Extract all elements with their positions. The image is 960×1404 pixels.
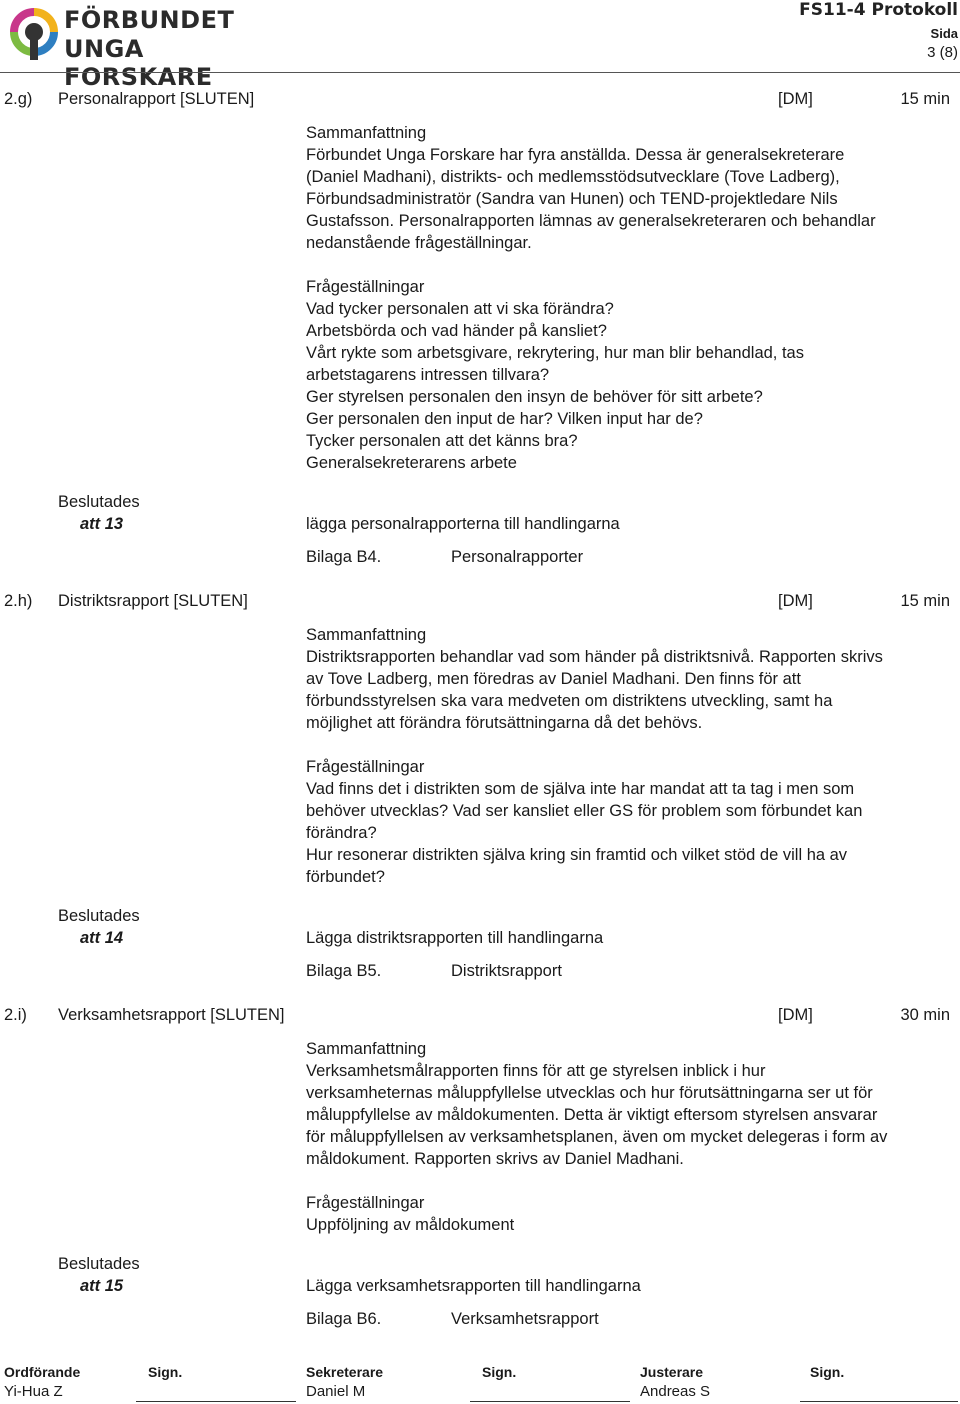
summary-heading: Sammanfattning bbox=[306, 124, 427, 142]
summary-heading: Sammanfattning bbox=[306, 1040, 427, 1058]
chair-name: Yi-Hua Z bbox=[4, 1383, 63, 1400]
section-heading bbox=[4, 592, 950, 614]
logo-emblem-icon bbox=[6, 4, 62, 64]
organization-logo bbox=[6, 4, 246, 91]
question-line: Generalsekreterarens arbete bbox=[306, 454, 517, 472]
decision-label: Beslutades bbox=[58, 1255, 140, 1273]
section-questions bbox=[306, 276, 951, 474]
decision-text: lägga personalrapporterna till handlingarna bbox=[306, 515, 620, 533]
summary-line: för måluppfyllelsen av verksamhetsplanen, även om mycket delegeras i form av bbox=[306, 1128, 888, 1146]
adjuster-signature-line bbox=[800, 1401, 958, 1402]
secretary-signature-line bbox=[470, 1401, 630, 1402]
adjuster-label: Justerare bbox=[640, 1364, 704, 1380]
secretary-name: Daniel M bbox=[306, 1383, 366, 1400]
question-line: arbetstagarens intressen tillvara? bbox=[306, 366, 550, 384]
summary-line: av Tove Ladberg, men föredras av Daniel Madhani. Den finns för att bbox=[306, 670, 801, 688]
summary-line: Verksamhetsmålrapporten finns för att ge styrelsen inblick i hur bbox=[306, 1062, 766, 1080]
section-summary bbox=[306, 624, 951, 734]
question-line: Tycker personalen att det känns bra? bbox=[306, 432, 578, 450]
question-line: behöver utvecklas? Vad ser kansliet eller GS för problem som förbundet kan bbox=[306, 802, 863, 820]
section-title: Verksamhetsrapport [SLUTEN] bbox=[58, 1006, 285, 1024]
question-line: Ger styrelsen personalen den insyn de behöver för sitt arbete? bbox=[306, 388, 763, 406]
question-line: Vårt rykte som arbetsgivare, rekrytering, hur man blir behandlad, tas bbox=[306, 344, 804, 362]
section-heading bbox=[4, 90, 950, 112]
section-questions bbox=[306, 1192, 951, 1236]
question-line: Vad finns det i distrikten som de själva inte har mandat att ta tag i men som bbox=[306, 780, 855, 798]
decision-att: att 13 bbox=[80, 515, 124, 533]
section-heading bbox=[4, 1006, 950, 1028]
summary-line: måldokument. Rapporten skrivs av Daniel Madhani. bbox=[306, 1150, 684, 1168]
questions-heading: Frågeställningar bbox=[306, 1194, 425, 1212]
attachment-label: Bilaga B6. bbox=[306, 1310, 382, 1328]
summary-line: (Daniel Madhani), distrikts- och medlemsstödsutvecklare (Tove Ladberg), bbox=[306, 168, 840, 186]
summary-line: Distriktsrapporten behandlar vad som händer på distriktsnivå. Rapporten skrivs bbox=[306, 648, 883, 666]
question-line: Uppföljning av måldokument bbox=[306, 1216, 515, 1234]
summary-line: Gustafsson. Personalrapporten lämnas av generalsekreteraren och behandlar bbox=[306, 212, 876, 230]
decision-text: Lägga verksamhetsrapporten till handlingarna bbox=[306, 1277, 641, 1295]
section-title: Personalrapport [SLUTEN] bbox=[58, 90, 255, 108]
attachment-name: Verksamhetsrapport bbox=[451, 1310, 599, 1328]
decision-att: att 15 bbox=[80, 1277, 124, 1295]
adjuster-name: Andreas S bbox=[640, 1383, 711, 1400]
page-label: Sida bbox=[930, 26, 958, 41]
section-summary bbox=[306, 1038, 951, 1170]
section-responsible: [DM] bbox=[778, 592, 813, 610]
question-line: Ger personalen den input de har? Vilken input har de? bbox=[306, 410, 703, 428]
attachment-label: Bilaga B4. bbox=[306, 548, 382, 566]
section-duration: 15 min bbox=[900, 592, 950, 610]
question-line: förändra? bbox=[306, 824, 377, 842]
section-duration: 15 min bbox=[900, 90, 950, 108]
summary-line: möjlighet att förändra förutsättningarna då det behövs. bbox=[306, 714, 703, 732]
secretary-label: Sekreterare bbox=[306, 1364, 384, 1380]
logo-line1: FÖRBUNDET bbox=[64, 6, 235, 34]
question-line: Vad tycker personalen att vi ska förändra? bbox=[306, 300, 614, 318]
decision-att: att 14 bbox=[80, 929, 124, 947]
section-title: Distriktsrapport [SLUTEN] bbox=[58, 592, 248, 610]
attachment-label: Bilaga B5. bbox=[306, 962, 382, 980]
section-questions bbox=[306, 756, 951, 888]
document-title: FS11-4 Protokoll bbox=[799, 0, 958, 20]
section-number: 2.g) bbox=[4, 90, 33, 108]
summary-line: måluppfyllelse av måldokumenten. Detta är viktigt eftersom styrelsen ansvarar bbox=[306, 1106, 878, 1124]
questions-heading: Frågeställningar bbox=[306, 278, 425, 296]
question-line: Hur resonerar distrikten själva kring sin framtid och vilket stöd de vill ha av bbox=[306, 846, 848, 864]
summary-line: Förbundet Unga Forskare har fyra anställda. Dessa är generalsekreterare bbox=[306, 146, 845, 164]
attachment-name: Distriktsrapport bbox=[451, 962, 562, 980]
summary-line: förbundsstyrelsen ska vara medveten om distriktens utveckling, samt ha bbox=[306, 692, 833, 710]
section-number: 2.i) bbox=[4, 1006, 27, 1024]
questions-heading: Frågeställningar bbox=[306, 758, 425, 776]
decision-text: Lägga distriktsrapporten till handlingarna bbox=[306, 929, 604, 947]
secretary-sign-label: Sign. bbox=[482, 1364, 517, 1380]
summary-line: verksamheternas måluppfyllelse utvecklas och hur förutsättningarna ser ut för bbox=[306, 1084, 873, 1102]
section-duration: 30 min bbox=[900, 1006, 950, 1024]
question-line: Arbetsbörda och vad händer på kansliet? bbox=[306, 322, 607, 340]
header-divider bbox=[0, 72, 960, 73]
decision-label: Beslutades bbox=[58, 907, 140, 925]
adjuster-sign-label: Sign. bbox=[810, 1364, 845, 1380]
chair-sign-label: Sign. bbox=[148, 1364, 183, 1380]
attachment-name: Personalrapporter bbox=[451, 548, 584, 566]
section-number: 2.h) bbox=[4, 592, 33, 610]
page-number: 3 (8) bbox=[927, 44, 958, 61]
summary-heading: Sammanfattning bbox=[306, 626, 427, 644]
decision-label: Beslutades bbox=[58, 493, 140, 511]
chair-label: Ordförande bbox=[4, 1364, 81, 1380]
section-responsible: [DM] bbox=[778, 1006, 813, 1024]
logo-line2: UNGA FORSKARE bbox=[64, 35, 213, 91]
section-responsible: [DM] bbox=[778, 90, 813, 108]
question-line: förbundet? bbox=[306, 868, 385, 886]
summary-line: nedanstående frågeställningar. bbox=[306, 234, 532, 252]
section-summary bbox=[306, 122, 951, 254]
summary-line: Förbundsadministratör (Sandra van Hunen) och TEND-projektledare Nils bbox=[306, 190, 838, 208]
chair-signature-line bbox=[136, 1401, 296, 1402]
